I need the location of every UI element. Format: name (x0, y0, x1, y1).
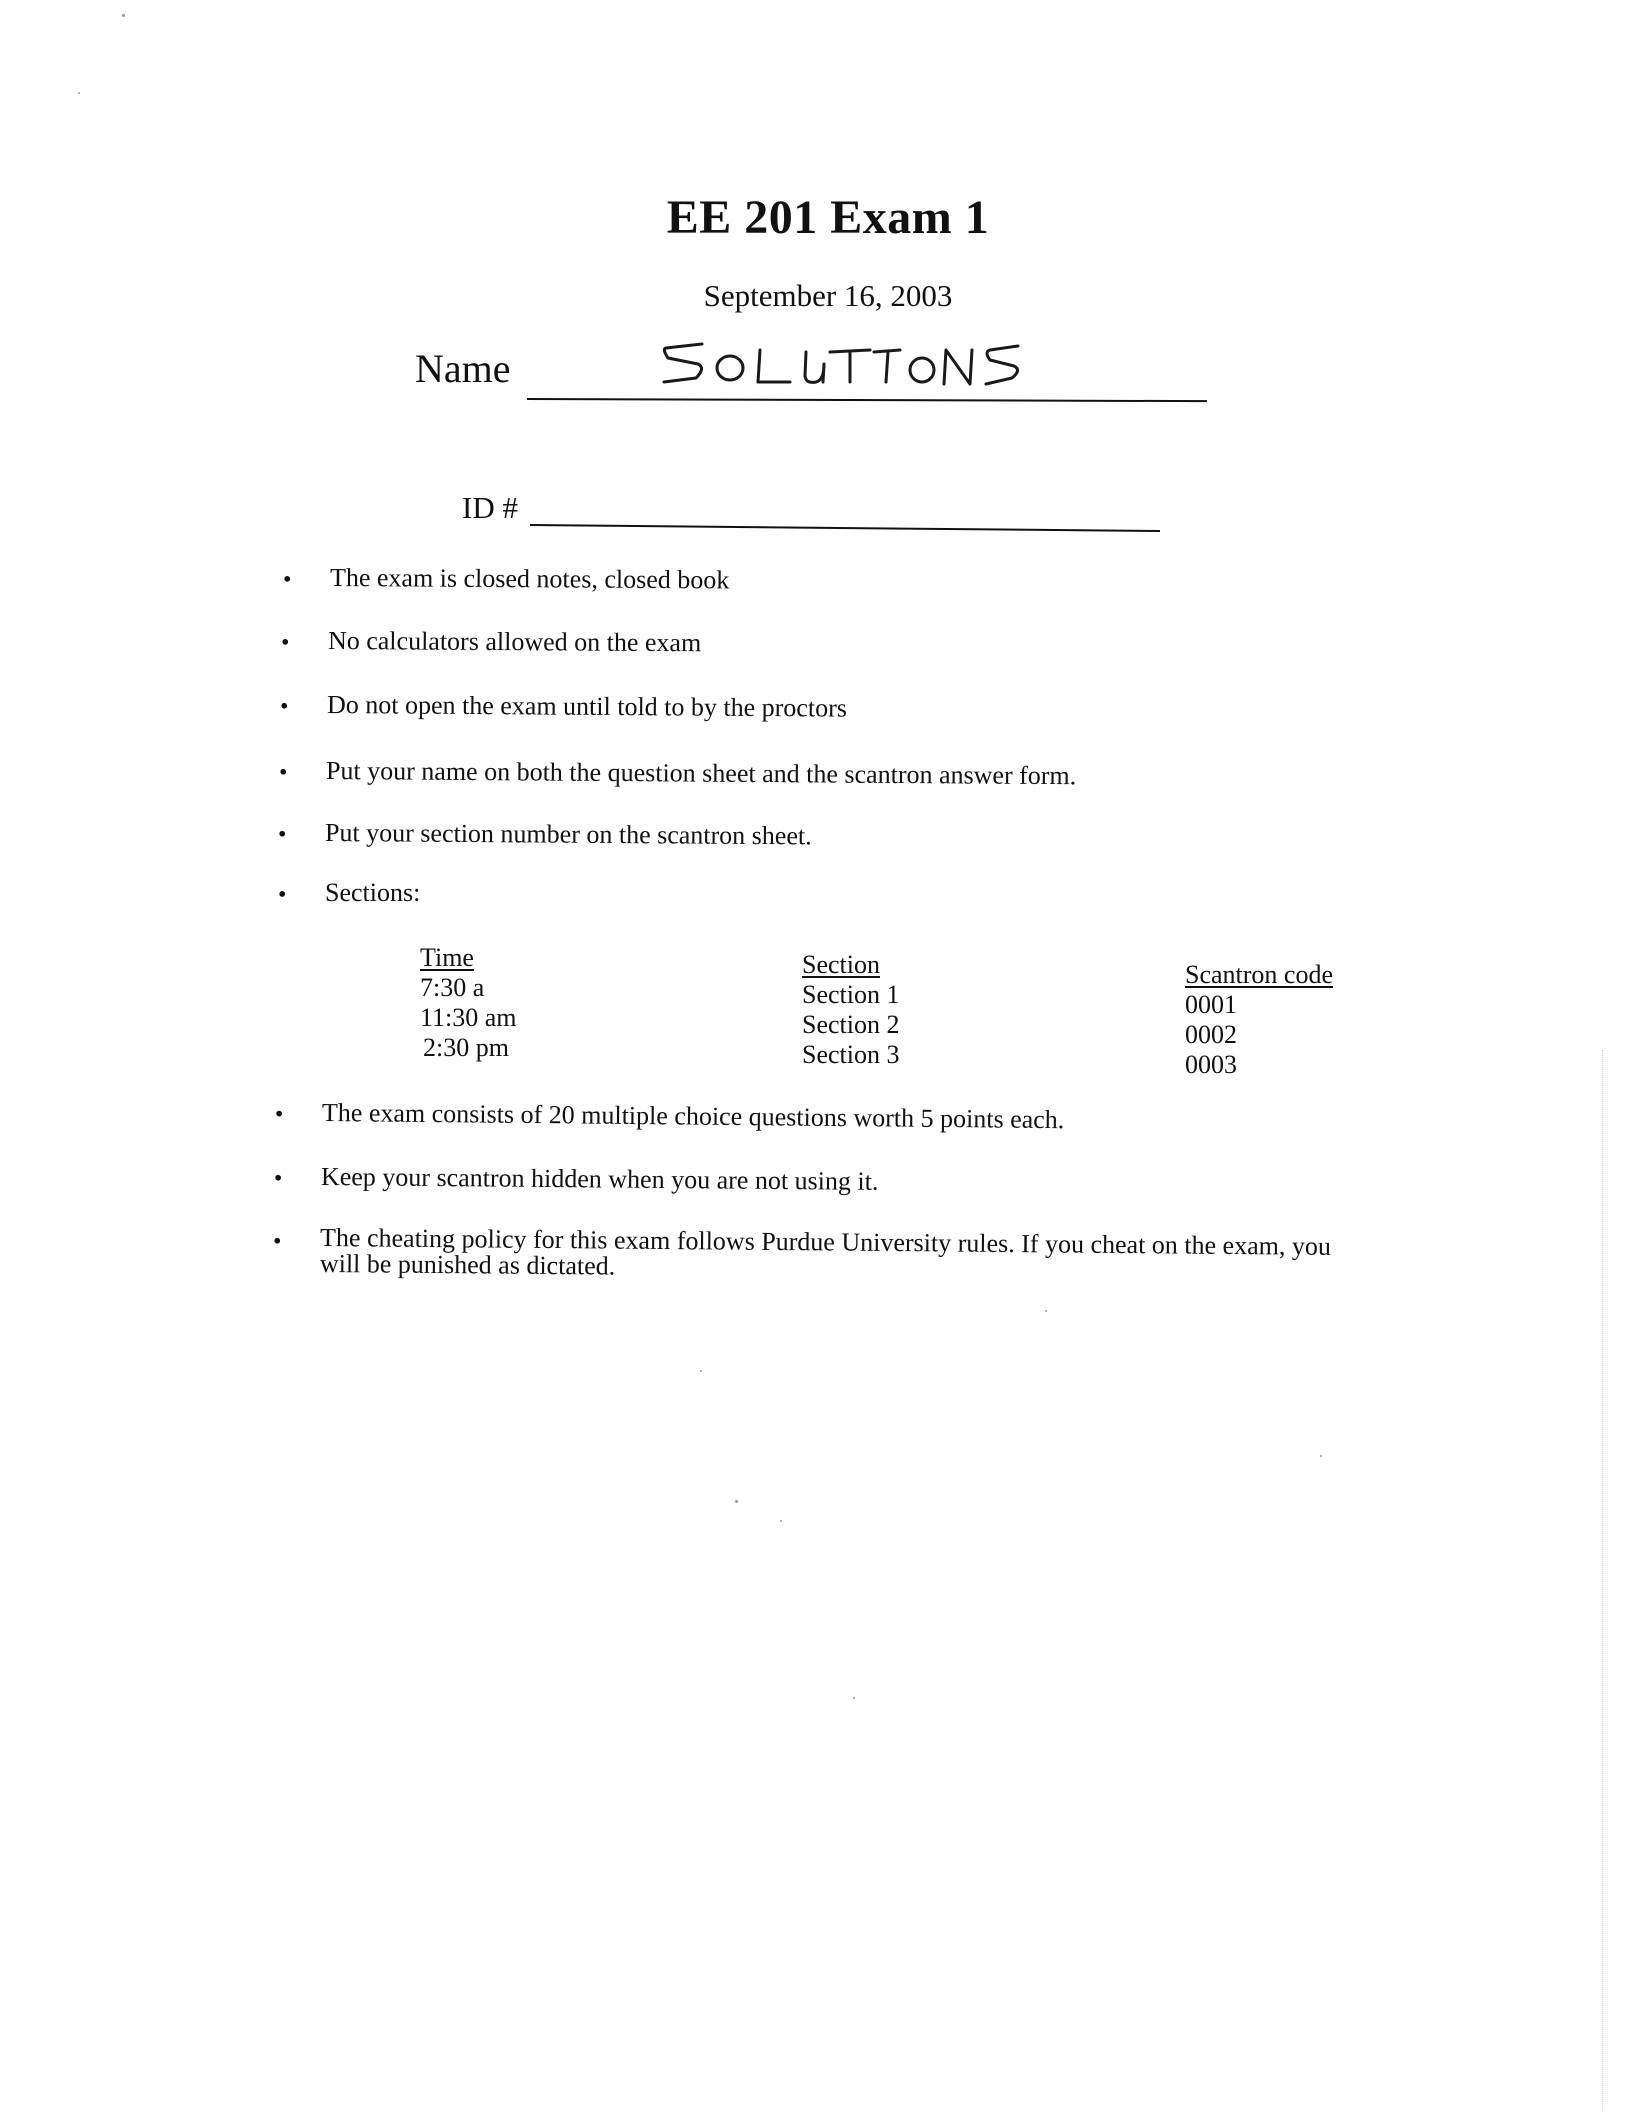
scan-speck (780, 1520, 782, 1522)
bullet-icon: • (280, 629, 290, 656)
instruction-item: • The cheating policy for this exam follows Purdue University rules. If you cheat on the exam, you will be punished as dictated. (272, 1223, 1332, 1281)
section-cell: Section 2 (802, 1010, 900, 1039)
exam-date: September 16, 2003 (703, 278, 953, 313)
section-header: Section (802, 950, 880, 979)
instruction-item: • The exam consists of 20 multiple choice questions worth 5 points each. (274, 1098, 1065, 1135)
bullet-icon: • (272, 1228, 282, 1255)
time-header: Time (420, 943, 474, 972)
time-cell: 11:30 am (420, 1003, 517, 1032)
bullet-icon: • (277, 821, 287, 848)
instruction-item: • Put your section number on the scantron sheet. (277, 818, 812, 851)
bullet-icon: • (282, 566, 292, 593)
scan-edge-line (1602, 1050, 1603, 2110)
bullet-icon: • (274, 1101, 284, 1128)
section-cell: Section 1 (802, 980, 900, 1009)
scan-speck (700, 1370, 702, 1372)
scan-speck (122, 14, 125, 17)
instruction-item: • No calculators allowed on the exam (280, 626, 702, 658)
scan-speck (78, 92, 80, 94)
scan-speck (735, 1500, 738, 1503)
scantron-header: Scantron code (1185, 960, 1334, 989)
time-cell: 7:30 a (420, 973, 485, 1002)
scantron-cell: 0001 (1185, 990, 1237, 1019)
instruction-item: • Keep your scantron hidden when you are not using it. (273, 1162, 879, 1196)
instruction-item: • The exam is closed notes, closed book (282, 563, 730, 595)
scan-speck (853, 1697, 855, 1699)
scantron-cell: 0002 (1185, 1020, 1237, 1049)
bullet-icon: • (279, 693, 289, 720)
exam-title: EE 201 Exam 1 (666, 191, 990, 244)
scan-speck (1045, 1310, 1047, 1312)
name-label: Name (415, 346, 511, 391)
bullet-icon: • (273, 1165, 283, 1192)
scan-speck (1320, 1455, 1322, 1457)
instruction-item: • Do not open the exam until told to by the proctors (279, 690, 848, 723)
instruction-item: • Put your name on both the question sheet and the scantron answer form. (278, 756, 1077, 791)
id-label: ID # (462, 490, 518, 525)
scantron-cell: 0003 (1185, 1050, 1237, 1079)
bullet-icon: • (278, 882, 287, 908)
instruction-item: • Sections: (278, 878, 421, 908)
bullet-icon: • (278, 759, 288, 786)
section-cell: Section 3 (802, 1040, 900, 1069)
time-cell: 2:30 pm (423, 1033, 509, 1062)
